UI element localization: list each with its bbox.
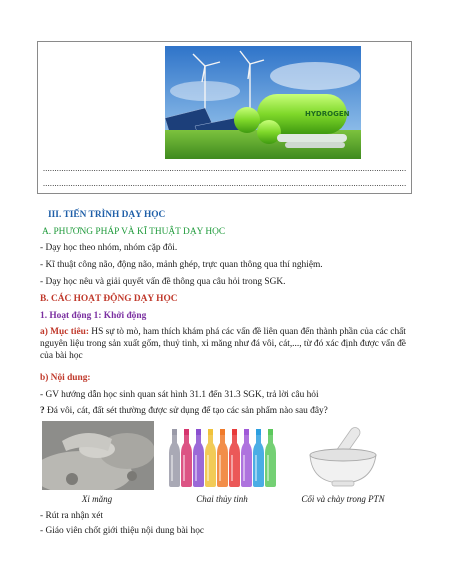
after-line-1: - Rút ra nhận xét <box>40 511 104 521</box>
dotted-line-2: .............................................................................................................................................................. <box>43 179 406 188</box>
after-line-2: - Giáo viên chốt giới thiệu nội dung bài học <box>40 526 205 536</box>
content-line-1: - GV hướng dẫn học sinh quan sát hình 31.1 đến 31.3 SGK, trả lời câu hỏi <box>40 390 319 400</box>
mortar-pestle-image <box>300 421 385 490</box>
image-frame <box>37 41 412 194</box>
caption-mortar: Cối và chày trong PTN <box>301 494 385 504</box>
caption-cement: Xi măng <box>81 494 113 504</box>
dotted-line-1: .............................................................................................................................................................. <box>43 164 406 173</box>
question-text: Đá vôi, cát, đất sét thường được sử dụng để tạo các sản phẩm nào sau đây? <box>44 406 328 416</box>
activity-1-heading: 1. Hoạt động 1: Khởi động <box>40 311 147 321</box>
question-mark: ? <box>40 406 45 416</box>
section-a-heading: A. PHƯƠNG PHÁP VÀ KĨ THUẬT DẠY HỌC <box>42 227 226 237</box>
method-item-1: - Dạy học theo nhóm, nhóm cặp đôi. <box>40 243 178 253</box>
hydrogen-logo-text: HYDROGEN <box>305 110 350 118</box>
method-item-2: - Kĩ thuật công não, động não, mảnh ghép, trực quan thông qua thí nghiệm. <box>40 260 323 270</box>
goal-paragraph <box>40 326 410 362</box>
hydrogen-plant-image <box>165 46 361 159</box>
cement-image <box>42 421 154 490</box>
goal-text: HS sự tò mò, ham thích khám phá các vấn đề liên quan đến thành phần của các chất nguyên liệu trong sản xuất gốm, thuỷ tinh, xi măng như đá vôi, cát,..., từ đó xác định được vấn đề của bài học <box>40 327 406 361</box>
caption-bottles: Chai thủy tinh <box>196 494 248 504</box>
question-line <box>40 405 328 417</box>
glass-bottles-image <box>165 421 280 490</box>
section-iii-heading: III. TIẾN TRÌNH DẠY HỌC <box>48 210 166 220</box>
section-b-heading: B. CÁC HOẠT ĐỘNG DẠY HỌC <box>40 294 178 304</box>
method-item-3: - Dạy học nêu và giải quyết vấn đề thông qua câu hỏi trong SGK. <box>40 277 286 287</box>
content-label: b) Nội dung: <box>40 373 91 383</box>
goal-label: a) Mục tiêu: <box>40 327 89 337</box>
